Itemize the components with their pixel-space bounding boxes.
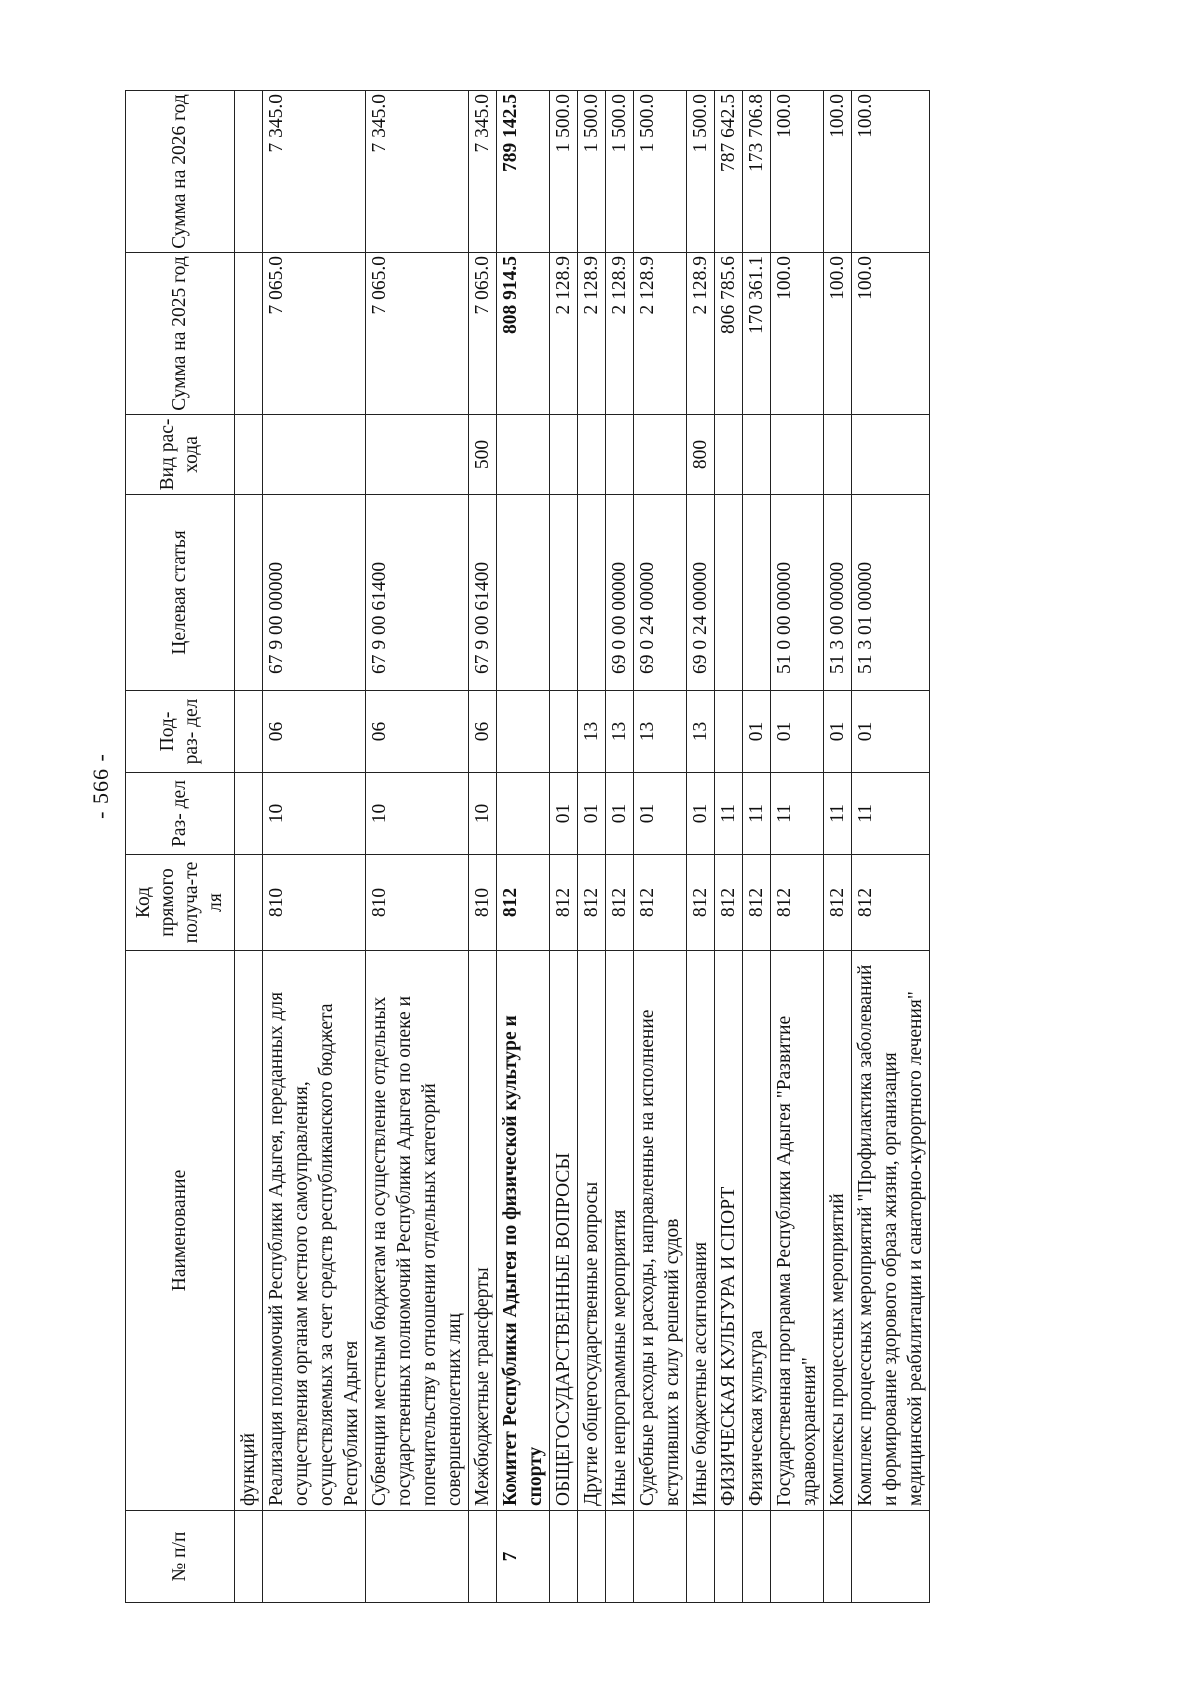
cell-section: 01 <box>634 773 687 855</box>
cell-sum-2026: 100.0 <box>852 91 930 253</box>
table-row <box>743 91 771 1603</box>
cell-recipient-code: 812 <box>550 855 578 951</box>
cell-number <box>634 1511 687 1603</box>
cell-name: ФИЗИЧЕСКАЯ КУЛЬТУРА И СПОРТ <box>715 951 743 1511</box>
cell-number <box>469 1511 497 1603</box>
cell-target-article <box>715 495 743 691</box>
cell-recipient-code: 812 <box>715 855 743 951</box>
cell-target-article: 69 0 00 00000 <box>606 495 634 691</box>
cell-section: 11 <box>852 773 930 855</box>
cell-name: Реализация полномочий Республики Адыгея, переданных для осуществления органам местного самоуправления, осуществляемых за счет средств республиканского бюджета Республики Адыгея <box>263 951 366 1511</box>
cell-recipient-code: 812 <box>578 855 606 951</box>
cell-target-article: 51 3 01 00000 <box>852 495 930 691</box>
cell-section: 10 <box>366 773 469 855</box>
cell-name: Государственная программа Республики Адыгея "Развитие здравоохранения" <box>771 951 824 1511</box>
table-row <box>606 91 634 1603</box>
cell-sum-2025: 806 785.6 <box>715 253 743 415</box>
cell-subsection <box>550 691 578 773</box>
column-header-recipient-code: Код прямого получа-те ля <box>126 855 235 951</box>
cell-sum-2026: 1 500.0 <box>634 91 687 253</box>
cell-name: Другие общегосударственные вопросы <box>578 951 606 1511</box>
cell-number <box>771 1511 824 1603</box>
cell-sum-2025: 2 128.9 <box>687 253 715 415</box>
cell-number <box>715 1511 743 1603</box>
column-header-expense-type: Вид рас- хода <box>126 415 235 495</box>
cell-sum-2025: 100.0 <box>824 253 852 415</box>
cell-subsection: 13 <box>687 691 715 773</box>
cell-name: Субвенции местным бюджетам на осуществление отдельных государственных полномочий Республики Адыгея по опеке и попечительству в отношении отдельных категорий совершеннолетних лиц <box>366 951 469 1511</box>
budget-table <box>125 90 930 1603</box>
cell-target-article: 67 9 00 61400 <box>366 495 469 691</box>
table-row <box>578 91 606 1603</box>
cell-sum-2026: 100.0 <box>824 91 852 253</box>
cell-expense-type <box>235 415 263 495</box>
cell-subsection: 13 <box>606 691 634 773</box>
cell-recipient-code: 812 <box>824 855 852 951</box>
cell-subsection: 06 <box>469 691 497 773</box>
cell-expense-type <box>497 415 550 495</box>
cell-name: Физическая культура <box>743 951 771 1511</box>
cell-sum-2025: 100.0 <box>771 253 824 415</box>
cell-number <box>550 1511 578 1603</box>
table-row <box>550 91 578 1603</box>
cell-sum-2025: 2 128.9 <box>550 253 578 415</box>
cell-subsection <box>715 691 743 773</box>
cell-name: Иные непрограммные мероприятия <box>606 951 634 1511</box>
cell-number <box>235 1511 263 1603</box>
cell-name: ОБЩЕГОСУДАРСТВЕННЫЕ ВОПРОСЫ <box>550 951 578 1511</box>
cell-sum-2026: 789 142.5 <box>497 91 550 253</box>
cell-sum-2026: 1 500.0 <box>687 91 715 253</box>
table-row <box>824 91 852 1603</box>
cell-recipient-code: 812 <box>771 855 824 951</box>
cell-section: 01 <box>687 773 715 855</box>
column-header-section: Раз- дел <box>126 773 235 855</box>
cell-expense-type <box>824 415 852 495</box>
cell-name: функций <box>235 951 263 1511</box>
cell-subsection <box>235 691 263 773</box>
page-number: - 566 - <box>88 753 113 819</box>
cell-recipient-code: 812 <box>497 855 550 951</box>
cell-recipient-code: 812 <box>687 855 715 951</box>
cell-subsection <box>497 691 550 773</box>
cell-section: 11 <box>824 773 852 855</box>
table-row <box>771 91 824 1603</box>
cell-sum-2026: 1 500.0 <box>550 91 578 253</box>
cell-recipient-code: 812 <box>634 855 687 951</box>
table-row <box>715 91 743 1603</box>
table-row <box>366 91 469 1603</box>
cell-name: Иные бюджетные ассигнования <box>687 951 715 1511</box>
cell-number <box>366 1511 469 1603</box>
cell-expense-type <box>578 415 606 495</box>
cell-expense-type <box>366 415 469 495</box>
cell-number <box>824 1511 852 1603</box>
cell-name: Межбюджетные трансферты <box>469 951 497 1511</box>
cell-recipient-code: 812 <box>606 855 634 951</box>
cell-sum-2025: 2 128.9 <box>578 253 606 415</box>
cell-number <box>687 1511 715 1603</box>
cell-recipient-code <box>235 855 263 951</box>
cell-section: 11 <box>771 773 824 855</box>
cell-expense-type <box>715 415 743 495</box>
cell-expense-type: 800 <box>687 415 715 495</box>
table-row <box>263 91 366 1603</box>
cell-section: 01 <box>606 773 634 855</box>
cell-target-article: 67 9 00 61400 <box>469 495 497 691</box>
cell-number: 7 <box>497 1511 550 1603</box>
cell-name: Комплекс процессных мероприятий "Профилактика заболеваний и формирование здорового образа жизни, организация медицинской реабилитации и санаторно-курортного лечения" <box>852 951 930 1511</box>
cell-number <box>263 1511 366 1603</box>
cell-sum-2025: 808 914.5 <box>497 253 550 415</box>
cell-sum-2025: 7 065.0 <box>263 253 366 415</box>
table-row <box>687 91 715 1603</box>
table-row <box>634 91 687 1603</box>
cell-sum-2026: 173 706.8 <box>743 91 771 253</box>
cell-subsection: 13 <box>634 691 687 773</box>
table-row <box>469 91 497 1603</box>
cell-target-article <box>497 495 550 691</box>
cell-section <box>497 773 550 855</box>
cell-expense-type <box>634 415 687 495</box>
cell-sum-2025 <box>235 253 263 415</box>
table-row <box>852 91 930 1603</box>
cell-sum-2026: 7 345.0 <box>366 91 469 253</box>
table-row <box>235 91 263 1603</box>
cell-section: 01 <box>550 773 578 855</box>
column-header-sum-2025: Сумма на 2025 год <box>126 253 235 415</box>
cell-number <box>606 1511 634 1603</box>
cell-target-article: 51 0 00 00000 <box>771 495 824 691</box>
cell-sum-2026: 7 345.0 <box>469 91 497 253</box>
cell-subsection: 13 <box>578 691 606 773</box>
cell-expense-type <box>550 415 578 495</box>
cell-sum-2025: 100.0 <box>852 253 930 415</box>
cell-number <box>852 1511 930 1603</box>
cell-target-article: 69 0 24 00000 <box>687 495 715 691</box>
cell-sum-2026: 787 642.5 <box>715 91 743 253</box>
table-body <box>235 91 930 1603</box>
cell-recipient-code: 810 <box>366 855 469 951</box>
cell-target-article <box>743 495 771 691</box>
cell-sum-2026 <box>235 91 263 253</box>
cell-sum-2025: 7 065.0 <box>366 253 469 415</box>
cell-target-article <box>235 495 263 691</box>
cell-name: Судебные расходы и расходы, направленные на исполнение вступивших в силу решений судов <box>634 951 687 1511</box>
cell-expense-type <box>263 415 366 495</box>
cell-recipient-code: 812 <box>743 855 771 951</box>
column-header-number: № п/п <box>126 1511 235 1603</box>
column-header-target-article: Целевая статья <box>126 495 235 691</box>
cell-section: 10 <box>469 773 497 855</box>
cell-expense-type <box>606 415 634 495</box>
cell-sum-2026: 100.0 <box>771 91 824 253</box>
cell-subsection: 01 <box>852 691 930 773</box>
table-header-row <box>126 91 235 1603</box>
cell-sum-2026: 1 500.0 <box>606 91 634 253</box>
cell-subsection: 01 <box>824 691 852 773</box>
cell-number <box>743 1511 771 1603</box>
cell-expense-type <box>743 415 771 495</box>
cell-sum-2026: 7 345.0 <box>263 91 366 253</box>
cell-recipient-code: 810 <box>469 855 497 951</box>
column-header-subsection: Под- раз- дел <box>126 691 235 773</box>
cell-recipient-code: 812 <box>852 855 930 951</box>
column-header-sum-2026: Сумма на 2026 год <box>126 91 235 253</box>
cell-subsection: 06 <box>366 691 469 773</box>
column-header-name: Наименование <box>126 951 235 1511</box>
cell-sum-2025: 7 065.0 <box>469 253 497 415</box>
cell-target-article <box>550 495 578 691</box>
cell-target-article: 51 3 00 00000 <box>824 495 852 691</box>
cell-sum-2026: 1 500.0 <box>578 91 606 253</box>
cell-sum-2025: 2 128.9 <box>606 253 634 415</box>
cell-section: 01 <box>578 773 606 855</box>
cell-name: Комитет Республики Адыгея по физической культуре и спорту <box>497 951 550 1511</box>
cell-number <box>578 1511 606 1603</box>
cell-sum-2025: 2 128.9 <box>634 253 687 415</box>
cell-name: Комплексы процессных мероприятий <box>824 951 852 1511</box>
table-row <box>497 91 550 1603</box>
cell-section: 11 <box>743 773 771 855</box>
cell-expense-type: 500 <box>469 415 497 495</box>
cell-target-article <box>578 495 606 691</box>
cell-sum-2025: 170 361.1 <box>743 253 771 415</box>
cell-expense-type <box>771 415 824 495</box>
cell-target-article: 67 9 00 00000 <box>263 495 366 691</box>
cell-target-article: 69 0 24 00000 <box>634 495 687 691</box>
cell-section <box>235 773 263 855</box>
cell-expense-type <box>852 415 930 495</box>
cell-section: 11 <box>715 773 743 855</box>
cell-subsection: 01 <box>771 691 824 773</box>
cell-subsection: 01 <box>743 691 771 773</box>
cell-recipient-code: 810 <box>263 855 366 951</box>
cell-section: 10 <box>263 773 366 855</box>
cell-subsection: 06 <box>263 691 366 773</box>
